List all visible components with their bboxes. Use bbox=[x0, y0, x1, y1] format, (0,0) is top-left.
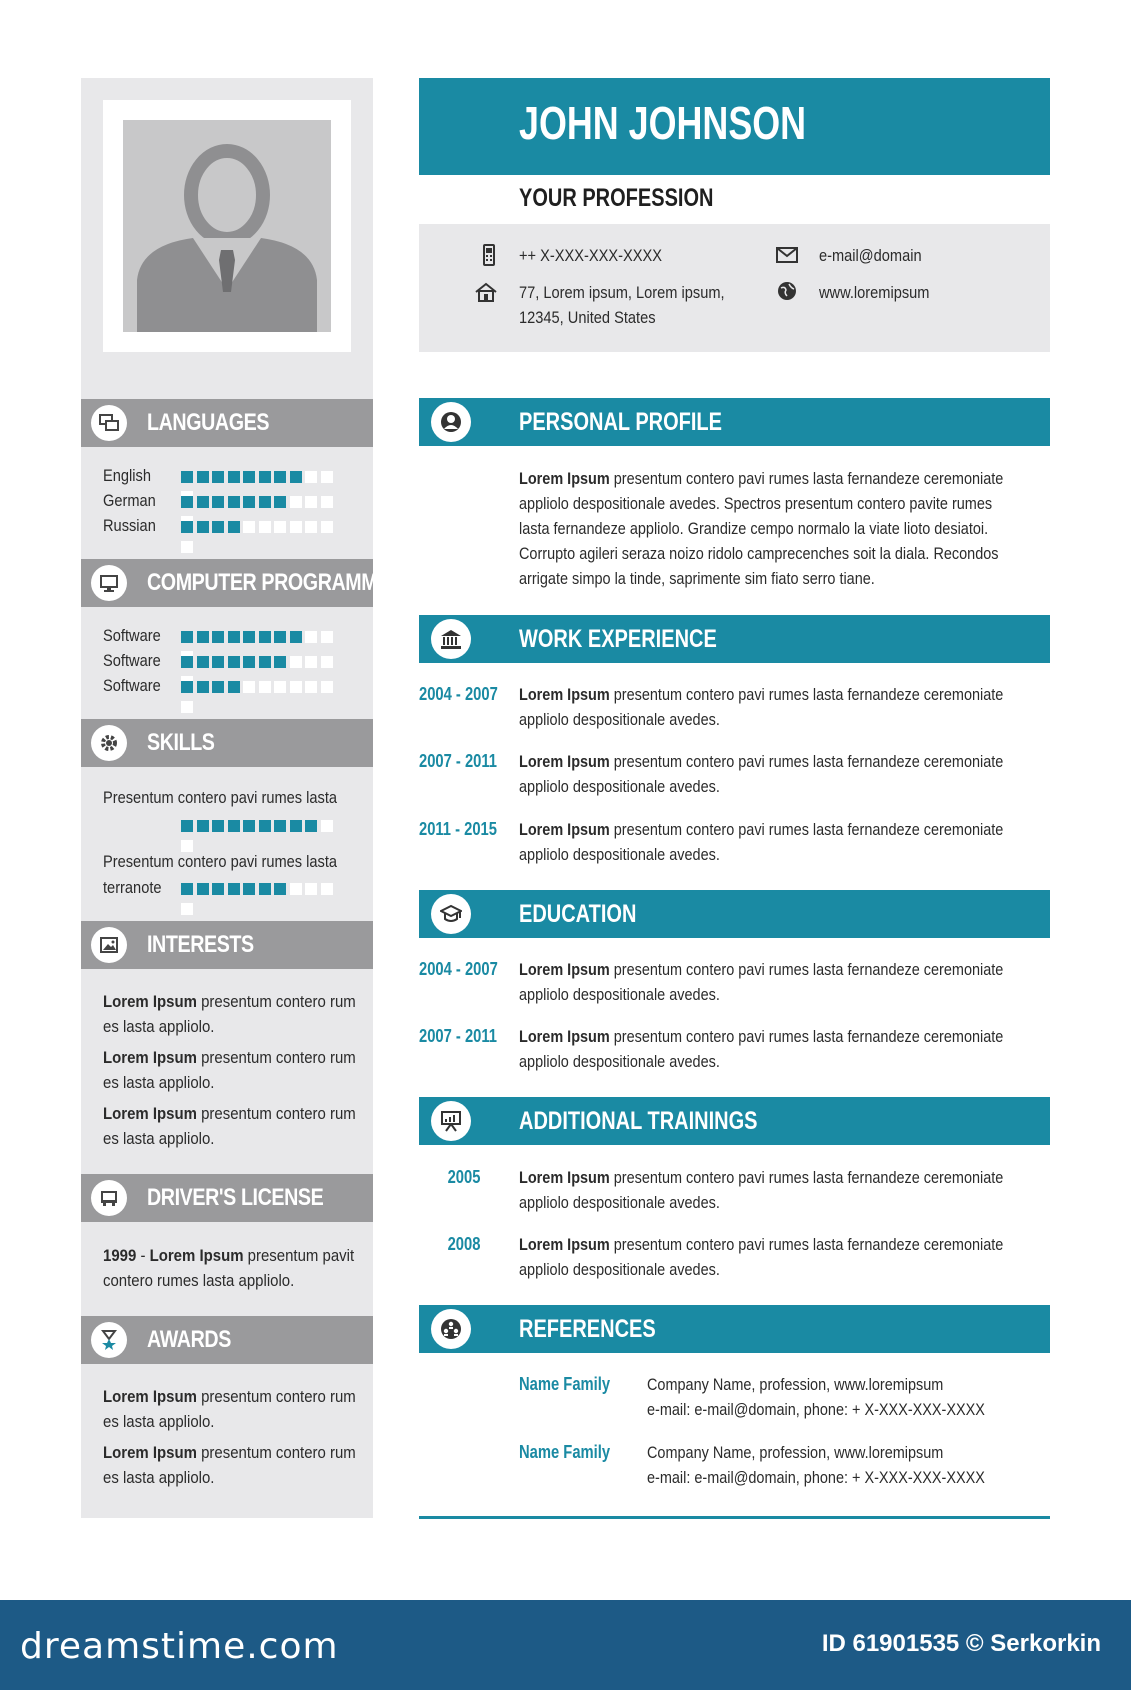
profile-bold: Lorem Ipsum bbox=[519, 469, 610, 488]
work-bold: Lorem Ipsum bbox=[519, 752, 610, 771]
section-header-skills bbox=[81, 719, 373, 767]
skill-level-filled bbox=[197, 656, 209, 668]
skill-level-empty bbox=[181, 541, 193, 553]
skill-bar bbox=[181, 471, 351, 483]
skill-level-filled bbox=[197, 681, 209, 693]
training-text-line2: appliolo despositionale avedes. bbox=[519, 1193, 720, 1212]
team-icon bbox=[431, 1309, 471, 1349]
license-item bbox=[103, 1243, 360, 1293]
section-header-education bbox=[419, 890, 1050, 938]
license-year: 1999 bbox=[103, 1246, 137, 1265]
skill-level-filled bbox=[259, 883, 271, 895]
education-year: 2004 - 2007 bbox=[419, 959, 498, 979]
work-text: presentum contero pavi rumes lasta fernandeze ceremoniate bbox=[609, 752, 1004, 771]
skill-level-empty bbox=[321, 820, 333, 832]
skill-level-empty bbox=[321, 631, 333, 643]
skill-level-empty bbox=[290, 681, 302, 693]
work-year: 2011 - 2015 bbox=[419, 819, 497, 839]
person-name: JOHN JOHNSON bbox=[519, 97, 807, 149]
skill-level-filled bbox=[181, 656, 193, 668]
skill-level-empty bbox=[305, 471, 317, 483]
award-text-line2: es lasta appliolo. bbox=[103, 1412, 215, 1431]
bottom-divider bbox=[419, 1516, 1050, 1519]
skill-bar bbox=[181, 631, 351, 643]
license-text: presentum pavit bbox=[243, 1246, 355, 1265]
skill-level-filled bbox=[243, 883, 255, 895]
skill-level-empty bbox=[181, 840, 193, 852]
skill-level-empty bbox=[305, 631, 317, 643]
profile-text bbox=[519, 466, 1016, 591]
skill-level-empty bbox=[321, 681, 333, 693]
skill-level-empty bbox=[321, 471, 333, 483]
interest-text: presentum contero rum bbox=[196, 1048, 356, 1067]
skill-level-filled bbox=[181, 883, 193, 895]
interest-bold: Lorem Ipsum bbox=[103, 1104, 197, 1123]
education-text: presentum contero pavi rumes lasta fernandeze ceremoniate bbox=[609, 960, 1004, 979]
award-text: presentum contero rum bbox=[196, 1387, 356, 1406]
skill-level-filled bbox=[212, 471, 224, 483]
work-text-line2: appliolo despositionale avedes. bbox=[519, 777, 720, 796]
section-title: LANGUAGES bbox=[147, 409, 270, 436]
section-title: COMPUTER PROGRAMM bbox=[147, 569, 378, 596]
skill-bar bbox=[181, 496, 351, 508]
skill-level-empty bbox=[290, 883, 302, 895]
work-bold: Lorem Ipsum bbox=[519, 685, 610, 704]
skill-level-filled bbox=[212, 820, 224, 832]
section-title: WORK EXPERIENCE bbox=[519, 625, 717, 653]
monitor-icon bbox=[91, 565, 127, 601]
medal-icon bbox=[91, 1322, 127, 1358]
skill-level-filled bbox=[243, 471, 255, 483]
profile-line: arrigate simpo la tinde, saprimente sim fiato serro tiane. bbox=[519, 569, 875, 588]
work-text-line2: appliolo despositionale avedes. bbox=[519, 845, 720, 864]
section-header-languages bbox=[81, 399, 373, 447]
mail-icon bbox=[776, 243, 798, 265]
reference-line: Company Name, profession, www.loremipsum bbox=[647, 1443, 944, 1462]
skill-level-filled bbox=[274, 496, 286, 508]
language-label: English bbox=[103, 466, 151, 485]
language-label: German bbox=[103, 491, 156, 510]
section-header-awards bbox=[81, 1316, 373, 1364]
brand-logo: dreamstime.com bbox=[20, 1626, 339, 1667]
profile-line: Corrupto agileri seraza noizo ridolo camprecenches soit la diala. Recondos bbox=[519, 544, 999, 563]
watermark-footer bbox=[0, 1600, 1131, 1690]
interest-item bbox=[103, 1045, 360, 1095]
reference-details bbox=[647, 1372, 985, 1422]
skill-level-empty bbox=[243, 681, 255, 693]
skill-level-empty bbox=[321, 656, 333, 668]
skill-level-filled bbox=[259, 471, 271, 483]
skill-level-empty bbox=[305, 681, 317, 693]
skill-level-filled bbox=[181, 681, 193, 693]
image-id-credit: ID 61901535 © Serkorkin bbox=[821, 1630, 1101, 1657]
skill-level-empty bbox=[243, 521, 255, 533]
interest-text: presentum contero rum bbox=[196, 992, 356, 1011]
skill-level-filled bbox=[290, 471, 302, 483]
section-header-interests bbox=[81, 921, 373, 969]
website: www.loremipsum bbox=[819, 283, 930, 302]
skill-level-filled bbox=[243, 496, 255, 508]
skill-level-filled bbox=[212, 631, 224, 643]
skill-level-filled bbox=[181, 471, 193, 483]
skill-level-filled bbox=[197, 496, 209, 508]
address-line2: 12345, United States bbox=[519, 308, 656, 327]
skill-level-filled bbox=[197, 471, 209, 483]
profile-line: lasta fernandeze appliolo. Grandize cempo normalo la viate lioto desiatoi. bbox=[519, 519, 989, 538]
skill-bar bbox=[181, 820, 351, 832]
work-year: 2007 - 2011 bbox=[419, 751, 497, 771]
home-icon bbox=[475, 281, 497, 303]
skill-level-empty bbox=[305, 496, 317, 508]
award-bold: Lorem Ipsum bbox=[103, 1387, 197, 1406]
section-title: EDUCATION bbox=[519, 900, 637, 928]
interest-text-line2: es lasta appliolo. bbox=[103, 1073, 215, 1092]
skill-level-filled bbox=[197, 521, 209, 533]
education-item bbox=[519, 957, 1016, 1007]
training-bold: Lorem Ipsum bbox=[519, 1168, 610, 1187]
section-title: SKILLS bbox=[147, 729, 215, 756]
skill-level-empty bbox=[181, 701, 193, 713]
skill-level-filled bbox=[259, 656, 271, 668]
picture-icon bbox=[91, 927, 127, 963]
skill-level-filled bbox=[228, 631, 240, 643]
interest-item bbox=[103, 1101, 360, 1151]
skill-level-empty bbox=[321, 883, 333, 895]
address-line1: 77, Lorem ipsum, Lorem ipsum, bbox=[519, 283, 725, 302]
training-text: presentum contero pavi rumes lasta fernandeze ceremoniate bbox=[609, 1235, 1004, 1254]
skill-level-filled bbox=[259, 820, 271, 832]
skill-level-filled bbox=[274, 471, 286, 483]
training-text: presentum contero pavi rumes lasta fernandeze ceremoniate bbox=[609, 1168, 1004, 1187]
interest-text-line2: es lasta appliolo. bbox=[103, 1129, 215, 1148]
skill-level-filled bbox=[181, 631, 193, 643]
section-title: AWARDS bbox=[147, 1326, 231, 1353]
skill-level-empty bbox=[274, 681, 286, 693]
skill-level-filled bbox=[181, 496, 193, 508]
skill-level-filled bbox=[228, 496, 240, 508]
skill-level-filled bbox=[212, 521, 224, 533]
education-text-line2: appliolo despositionale avedes. bbox=[519, 985, 720, 1004]
skill-level-filled bbox=[228, 883, 240, 895]
skill-level-filled bbox=[197, 820, 209, 832]
graduation-cap-icon bbox=[431, 894, 471, 934]
interest-bold: Lorem Ipsum bbox=[103, 992, 197, 1011]
skill-bar bbox=[181, 883, 351, 895]
globe-icon bbox=[776, 280, 798, 302]
skill-level-empty bbox=[290, 521, 302, 533]
skill-level-empty bbox=[305, 521, 317, 533]
skill-bar bbox=[181, 656, 351, 668]
section-header-license bbox=[81, 1174, 373, 1222]
contact-panel bbox=[419, 224, 1050, 352]
skill-level-filled bbox=[243, 820, 255, 832]
address bbox=[519, 280, 725, 330]
section-title: REFERENCES bbox=[519, 1315, 656, 1343]
reference-line: e-mail: e-mail@domain, phone: + X-XXX-XXX-XXXX bbox=[647, 1468, 985, 1487]
reference-details bbox=[647, 1440, 985, 1490]
skill-row bbox=[103, 852, 373, 874]
skill-level-filled bbox=[305, 820, 317, 832]
skill-level-filled bbox=[197, 883, 209, 895]
skill-level-empty bbox=[259, 681, 271, 693]
skill-bar bbox=[181, 521, 351, 533]
skill-label: terranote bbox=[103, 878, 162, 897]
reference-line: Company Name, profession, www.loremipsum bbox=[647, 1375, 944, 1394]
skill-level-empty bbox=[305, 883, 317, 895]
skill-label: Presentum contero pavi rumes lasta bbox=[103, 852, 338, 871]
work-item bbox=[519, 817, 1016, 867]
interest-text-line2: es lasta appliolo. bbox=[103, 1017, 215, 1036]
license-sep: - bbox=[136, 1246, 150, 1265]
reference-name: Name Family bbox=[519, 1442, 611, 1462]
skill-level-filled bbox=[290, 820, 302, 832]
user-icon bbox=[431, 402, 471, 442]
training-year: 2008 bbox=[447, 1234, 481, 1254]
training-year: 2005 bbox=[447, 1167, 481, 1187]
work-item bbox=[519, 682, 1016, 732]
email-address: e-mail@domain bbox=[819, 246, 922, 265]
skill-level-filled bbox=[228, 820, 240, 832]
skill-level-empty bbox=[321, 521, 333, 533]
skill-label: Presentum contero pavi rumes lasta bbox=[103, 788, 338, 807]
reference-line: e-mail: e-mail@domain, phone: + X-XXX-XXX-XXXX bbox=[647, 1400, 985, 1419]
skill-level-empty bbox=[290, 496, 302, 508]
bank-icon bbox=[431, 619, 471, 659]
phone-number: ++ X-XXX-XXX-XXXX bbox=[519, 246, 663, 265]
software-label: Software bbox=[103, 651, 161, 670]
work-year: 2004 - 2007 bbox=[419, 684, 498, 704]
education-year: 2007 - 2011 bbox=[419, 1026, 497, 1046]
skill-level-filled bbox=[274, 883, 286, 895]
skill-level-filled bbox=[181, 521, 193, 533]
award-text: presentum contero rum bbox=[196, 1443, 356, 1462]
skill-level-filled bbox=[212, 496, 224, 508]
education-bold: Lorem Ipsum bbox=[519, 960, 610, 979]
skill-level-filled bbox=[181, 820, 193, 832]
skill-level-filled bbox=[228, 471, 240, 483]
skill-level-filled bbox=[290, 631, 302, 643]
training-text-line2: appliolo despositionale avedes. bbox=[519, 1260, 720, 1279]
skill-level-filled bbox=[212, 883, 224, 895]
person-silhouette-icon bbox=[123, 120, 331, 332]
work-text: presentum contero pavi rumes lasta fernandeze ceremoniate bbox=[609, 820, 1004, 839]
photo-frame bbox=[103, 100, 351, 352]
car-icon bbox=[91, 1180, 127, 1216]
section-header-computer bbox=[81, 559, 378, 607]
software-label: Software bbox=[103, 626, 161, 645]
skill-level-empty bbox=[321, 496, 333, 508]
work-item bbox=[519, 749, 1016, 799]
skill-level-empty bbox=[305, 656, 317, 668]
skill-level-filled bbox=[274, 656, 286, 668]
section-header-references bbox=[419, 1305, 1050, 1353]
software-label: Software bbox=[103, 676, 161, 695]
skill-level-filled bbox=[228, 656, 240, 668]
skill-level-filled bbox=[274, 820, 286, 832]
skill-level-filled bbox=[243, 656, 255, 668]
skill-level-filled bbox=[212, 656, 224, 668]
work-text: presentum contero pavi rumes lasta fernandeze ceremoniate bbox=[609, 685, 1004, 704]
gear-icon bbox=[91, 725, 127, 761]
training-item bbox=[519, 1232, 1016, 1282]
education-bold: Lorem Ipsum bbox=[519, 1027, 610, 1046]
chat-icon bbox=[91, 405, 127, 441]
avatar bbox=[123, 120, 331, 332]
skill-level-empty bbox=[290, 656, 302, 668]
interest-text: presentum contero rum bbox=[196, 1104, 356, 1123]
training-item bbox=[519, 1165, 1016, 1215]
interest-item bbox=[103, 989, 360, 1039]
profile-line: appliolo despositionale avedes. Spectros presentum contero pavite rumes bbox=[519, 494, 993, 513]
education-text-line2: appliolo despositionale avedes. bbox=[519, 1052, 720, 1071]
interest-bold: Lorem Ipsum bbox=[103, 1048, 197, 1067]
license-text-line2: contero rumes lasta appliolo. bbox=[103, 1271, 295, 1290]
profession-title: YOUR PROFESSION bbox=[519, 184, 714, 212]
training-bold: Lorem Ipsum bbox=[519, 1235, 610, 1254]
presentation-icon bbox=[431, 1101, 471, 1141]
skill-level-filled bbox=[259, 631, 271, 643]
skill-level-filled bbox=[228, 681, 240, 693]
award-bold: Lorem Ipsum bbox=[103, 1443, 197, 1462]
skill-level-empty bbox=[274, 521, 286, 533]
skill-level-filled bbox=[228, 521, 240, 533]
section-header-profile bbox=[419, 398, 1050, 446]
education-item bbox=[519, 1024, 1016, 1074]
award-item bbox=[103, 1384, 360, 1434]
skill-level-filled bbox=[259, 496, 271, 508]
skill-row bbox=[103, 788, 373, 810]
skill-bar bbox=[181, 681, 351, 693]
section-title: DRIVER'S LICENSE bbox=[147, 1184, 324, 1211]
section-header-work bbox=[419, 615, 1050, 663]
work-bold: Lorem Ipsum bbox=[519, 820, 610, 839]
license-bold: Lorem Ipsum bbox=[149, 1246, 244, 1265]
skill-level-empty bbox=[259, 521, 271, 533]
section-title: PERSONAL PROFILE bbox=[519, 408, 722, 436]
section-title: ADDITIONAL TRAININGS bbox=[519, 1107, 758, 1135]
skill-level-empty bbox=[181, 903, 193, 915]
education-text: presentum contero pavi rumes lasta fernandeze ceremoniate bbox=[609, 1027, 1004, 1046]
name-banner bbox=[419, 78, 1050, 175]
skill-level-filled bbox=[243, 631, 255, 643]
award-item bbox=[103, 1440, 360, 1490]
award-text-line2: es lasta appliolo. bbox=[103, 1468, 215, 1487]
skill-level-filled bbox=[274, 631, 286, 643]
work-text-line2: appliolo despositionale avedes. bbox=[519, 710, 720, 729]
profile-line: presentum contero pavi rumes lasta fernandeze ceremoniate bbox=[609, 469, 1004, 488]
phone-icon bbox=[478, 244, 500, 266]
language-label: Russian bbox=[103, 516, 156, 535]
section-title: INTERESTS bbox=[147, 931, 254, 958]
reference-name: Name Family bbox=[519, 1374, 611, 1394]
skill-level-filled bbox=[212, 681, 224, 693]
skill-level-filled bbox=[197, 631, 209, 643]
section-header-trainings bbox=[419, 1097, 1050, 1145]
